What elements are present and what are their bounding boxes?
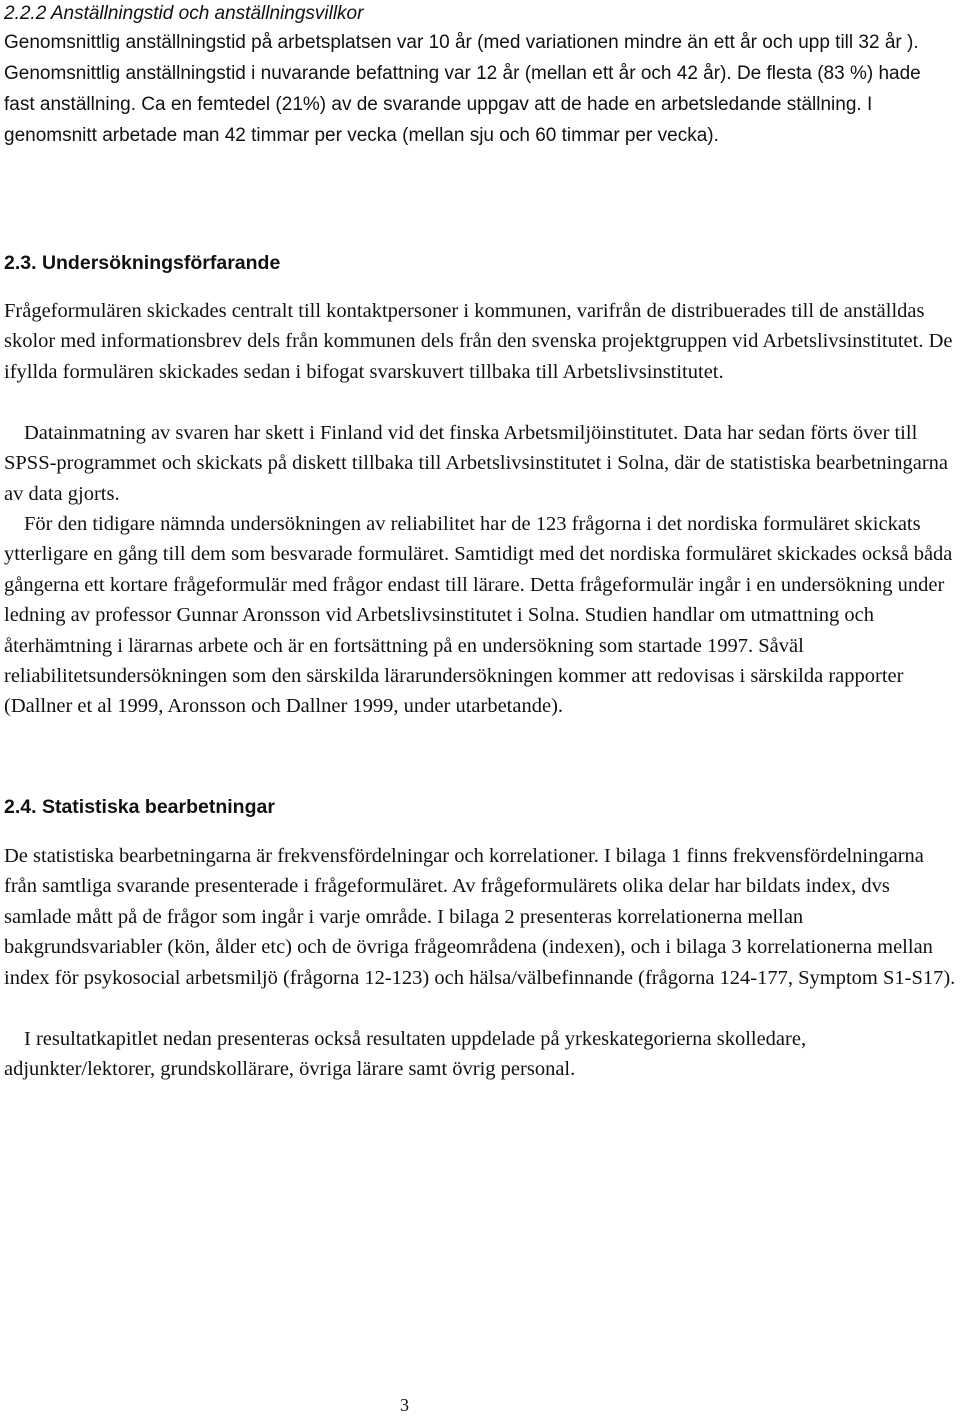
document-page [4,0,956,1417]
section-heading-2-4: 2.4. Statistiska bearbetningar [4,796,275,818]
paragraph-procedure-1: Frågeformulären skickades centralt till kontaktpersoner i kommunen, varifrån de distribuerades till de anställdas skolor med informationsbrev dels från kommunen dels från den svenska projektgruppen vid Arbetslivsinstitutet. De ifyllda formulären skickades sedan i bifogat svarskuvert tillbaka till Arbetslivsinstitutet. [4,300,953,383]
section-heading-2-2-2: 2.2.2 Anställningstid och anställningsvillkor [4,3,364,24]
paragraph-statistics-1: De statistiska bearbetningarna är frekvensfördelningar och korrelationer. I bilaga 1 finns frekvensfördelningarna från samtliga svarande presenterade i frågeformuläret. Av frågeformulärets olika delar har bildats index, dvs samlade mått på de frågor som ingår i varje område. I bilaga 2 presenteras korrelationerna mellan bakgrundsvariabler (kön, ålder etc) och de övriga frågeområdena (indexen), och i bilaga 3 korrelationerna mellan index för psykosocial arbetsmiljö (frågorna 12-123) och hälsa/välbefinnande (frågorna 124-177, Symptom S1-S17). [4,845,956,989]
paragraph-procedure-2: Datainmatning av svaren har skett i Finland vid det finska Arbetsmiljöinstitutet. Data har sedan förts över till SPSS-programmet och skickats på diskett tillbaka till Arbetslivsinstitutet i Solna, där de statistiska bearbetningarna av data gjorts. [4,422,948,505]
section-heading-2-3: 2.3. Undersökningsförfarande [4,252,281,274]
paragraph-employment-terms: Genomsnittlig anställningstid på arbetsplatsen var 10 år (med variationen mindre än ett år och upp till 32 år ). Genomsnittlig anställningstid i nuvarande befattning var 12 år (mellan ett år och 42 år). De flesta (83 %) hade fast anställning. Ca en femtedel (21%) av de svarande uppgav att de hade en arbetsledande ställning. I genomsnitt arbetade man 42 timmar per vecka (mellan sju och 60 timmar per vecka). [4,32,921,146]
page-number: 3 [400,1395,409,1415]
paragraph-statistics-2: I resultatkapitlet nedan presenteras också resultaten uppdelade på yrkeskategorierna skolledare, adjunkter/lektorer, grundskollärare, övriga lärare samt övrig personal. [4,1028,807,1081]
paragraph-procedure-3: För den tidigare nämnda undersökningen av reliabilitet har de 123 frågorna i det nordiska formuläret skickats ytterligare en gång till dem som besvarade formuläret. Samtidigt med det nordiska formuläret skickades också båda gångerna ett kortare frågeformulär med frågor endast till lärare. Detta frågeformulär ingår i en undersökning under ledning av professor Gunnar Aronsson vid Arbetslivsinstitutet i Solna. Studien handlar om utmattning och återhämtning i lärarnas arbete och är en fortsättning på en undersökning som startade 1997. Såväl reliabilitetsundersökningen som den särskilda lärarundersökningen kommer att redovisas i särskilda rapporter (Dallner et al 1999, Aronsson och Dallner 1999, under utarbetande). [4,513,953,718]
